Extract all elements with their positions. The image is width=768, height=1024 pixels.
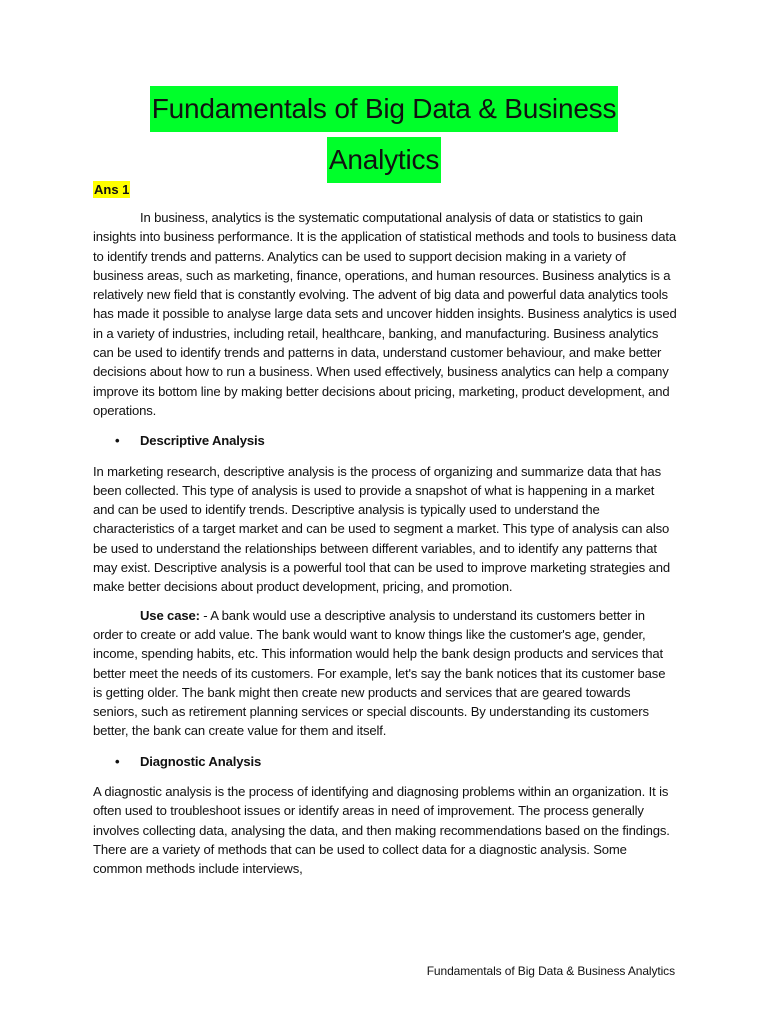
section-heading-diagnostic [93,752,677,771]
use-case-text: - A bank would use a descriptive analysis to understand its customers better in order to create or add value. The bank would want to know things like the customer's age, gender, income, spending habits, etc. This information would help the bank design products and services that better meet the needs of its customers. For example, let's say the bank notices that its customer base is getting older. The bank might then create new products and services that are geared towards seniors, such as retirement planning services or special discounts. By understanding its customers better, the bank can create value for them and itself. [93,607,666,739]
document-body [93,208,677,879]
paragraph-gap [93,597,677,606]
bullet-icon: • [115,753,120,769]
section-heading-descriptive [93,431,677,450]
use-case-paragraph [93,606,677,741]
answer-label: Ans 1 [94,182,130,197]
section-heading-label: Diagnostic Analysis [140,753,262,769]
use-case-label: Use case: [140,607,200,623]
page-footer: Fundamentals of Big Data & Business Analytics [426,964,675,978]
bullet-icon: • [115,433,120,449]
title-line-1: Fundamentals of Big Data & Business [150,86,619,132]
section-heading-label: Descriptive Analysis [140,433,265,449]
intro-paragraph: In business, analytics is the systematic computational analysis of data or statistics to gain insights into business performance. It is the application of statistical methods and tools to business data to identify trends and patterns. Analytics can be used to support decision making in a variety of business areas, such as marketing, finance, operations, and human resources. Business analytics is a relatively new field that is constantly evolving. The advent of big data and powerful data analytics tools has made it possible to analyse large data sets and uncover hidden insights. Business analytics is used in a variety of industries, including retail, healthcare, banking, and manufacturing. Business analytics can be used to identify trends and patterns in data, understand customer behaviour, and make better decisions about how to run a business. When used effectively, business analytics can help a company improve its bottom line by making better decisions about pricing, marketing, product development, and operations. [93,210,677,418]
title-line-2: Analytics [327,137,441,183]
diagnostic-paragraph: A diagnostic analysis is the process of identifying and diagnosing problems within an organization. It is often used to troubleshoot issues or identify areas in need of improvement. The process generally involves collecting data, analysing the data, and then making recommendations based on the findings. There are a variety of methods that can be used to collect data for a diagnostic analysis. Some common methods include interviews, [93,784,670,877]
descriptive-paragraph: In marketing research, descriptive analysis is the process of organizing and summarize data that has been collected. This type of analysis is used to provide a snapshot of what is happening in a market and can be used to identify trends. Descriptive analysis is typically used to understand the characteristics of a target market and can be used to segment a market. This type of analysis can also be used to understand the relationships between different variables, and to identify any patterns that may exist. Descriptive analysis is a powerful tool that can be used to improve marketing strategies and make better decisions about product development, pricing, and promotion. [93,463,670,595]
document-title [0,86,768,188]
